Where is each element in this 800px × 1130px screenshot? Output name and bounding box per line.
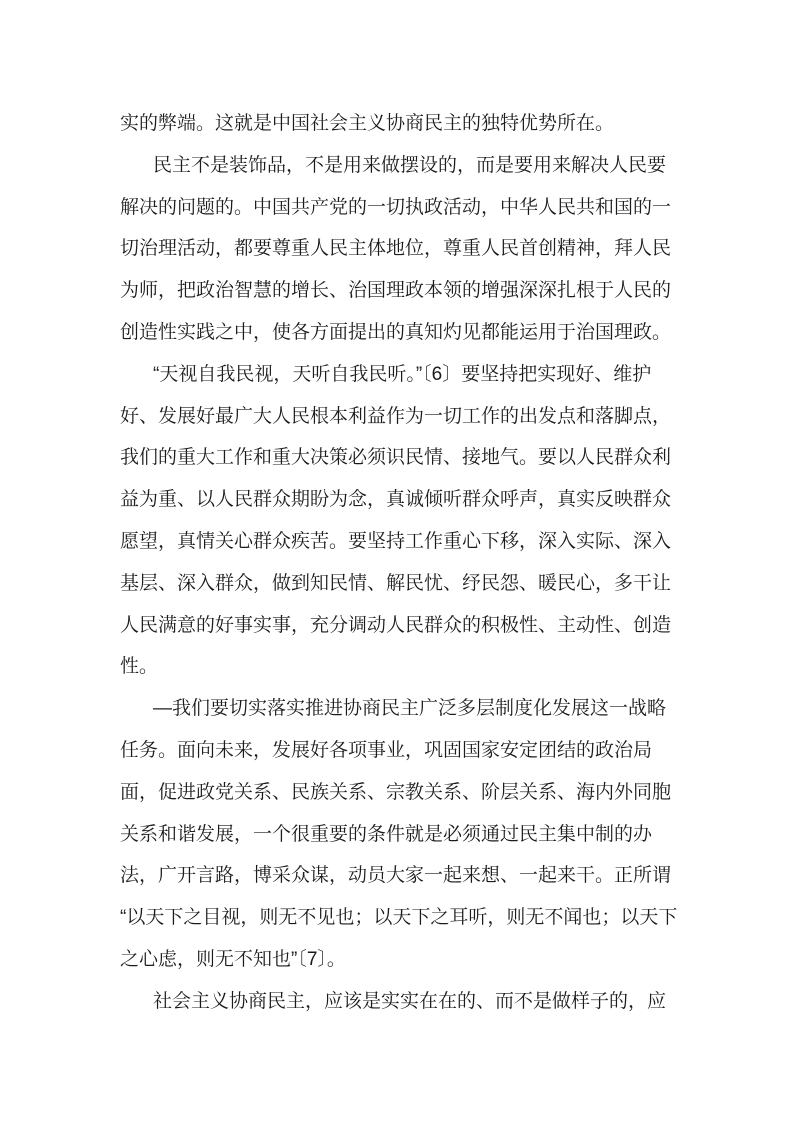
text-line: 法，广开言路，博采众谋，动员大家一起来想、一起来干。正所谓: [120, 865, 672, 887]
text-line: 好、发展好最广大人民根本利益作为一切工作的出发点和落脚点，: [120, 405, 672, 427]
text-line: 解决的问题的。中国共产党的一切执政活动，中华人民共和国的一: [120, 196, 672, 218]
text-line: 面，促进政党关系、民族关系、宗教关系、阶层关系、海内外同胞: [120, 781, 672, 803]
text-line: 任务。面向未来，发展好各项事业，巩固国家安定团结的政治局: [120, 739, 653, 761]
text-line: “以天下之目视，则无不见也；以天下之耳听，则无不闻也；以天下: [120, 907, 678, 929]
text-block: [120, 103, 680, 1023]
text-line: 切治理活动，都要尊重人民主体地位，尊重人民首创精神，拜人民: [120, 238, 672, 260]
text-line: 我们的重大工作和重大决策必须识民情、接地气。要以人民群众利: [120, 447, 672, 469]
text-line: 人民满意的好事实事，充分调动人民群众的积极性、主动性、创造: [120, 614, 672, 636]
text-line: 基层、深入群众，做到知民情、解民忧、纾民怨、暖民心，多干让: [120, 572, 672, 594]
text-line: 社会主义协商民主，应该是实实在在的、而不是做样子的，应: [153, 990, 667, 1012]
text-line: “天视自我民视，天听自我民听。”〔6〕要坚持把实现好、维护: [153, 363, 652, 385]
text-line: 性。: [120, 656, 159, 678]
text-line: 关系和谐发展，一个很重要的条件就是必须通过民主集中制的办: [120, 823, 653, 845]
text-line: —我们要切实落实推进协商民主广泛多层制度化发展这一战略: [153, 698, 667, 720]
text-line: 实的弊端。这就是中国社会主义协商民主的独特优势所在。: [120, 113, 615, 134]
text-line: 之心虑，则无不知也”〔7〕。: [120, 948, 346, 970]
text-line: 愿望，真情关心群众疾苦。要坚持工作重心下移，深入实际、深入: [120, 530, 672, 552]
text-line: 益为重、以人民群众期盼为念，真诚倾听群众呼声，真实反映群众: [120, 489, 672, 511]
text-line: 为师，把政治智慧的增长、治国理政本领的增强深深扎根于人民的: [120, 280, 672, 302]
text-line: 民主不是装饰品，不是用来做摆设的，而是要用来解决人民要: [153, 154, 667, 176]
text-line: 创造性实践之中，使各方面提出的真知灼见都能运用于治国理政。: [120, 321, 672, 343]
